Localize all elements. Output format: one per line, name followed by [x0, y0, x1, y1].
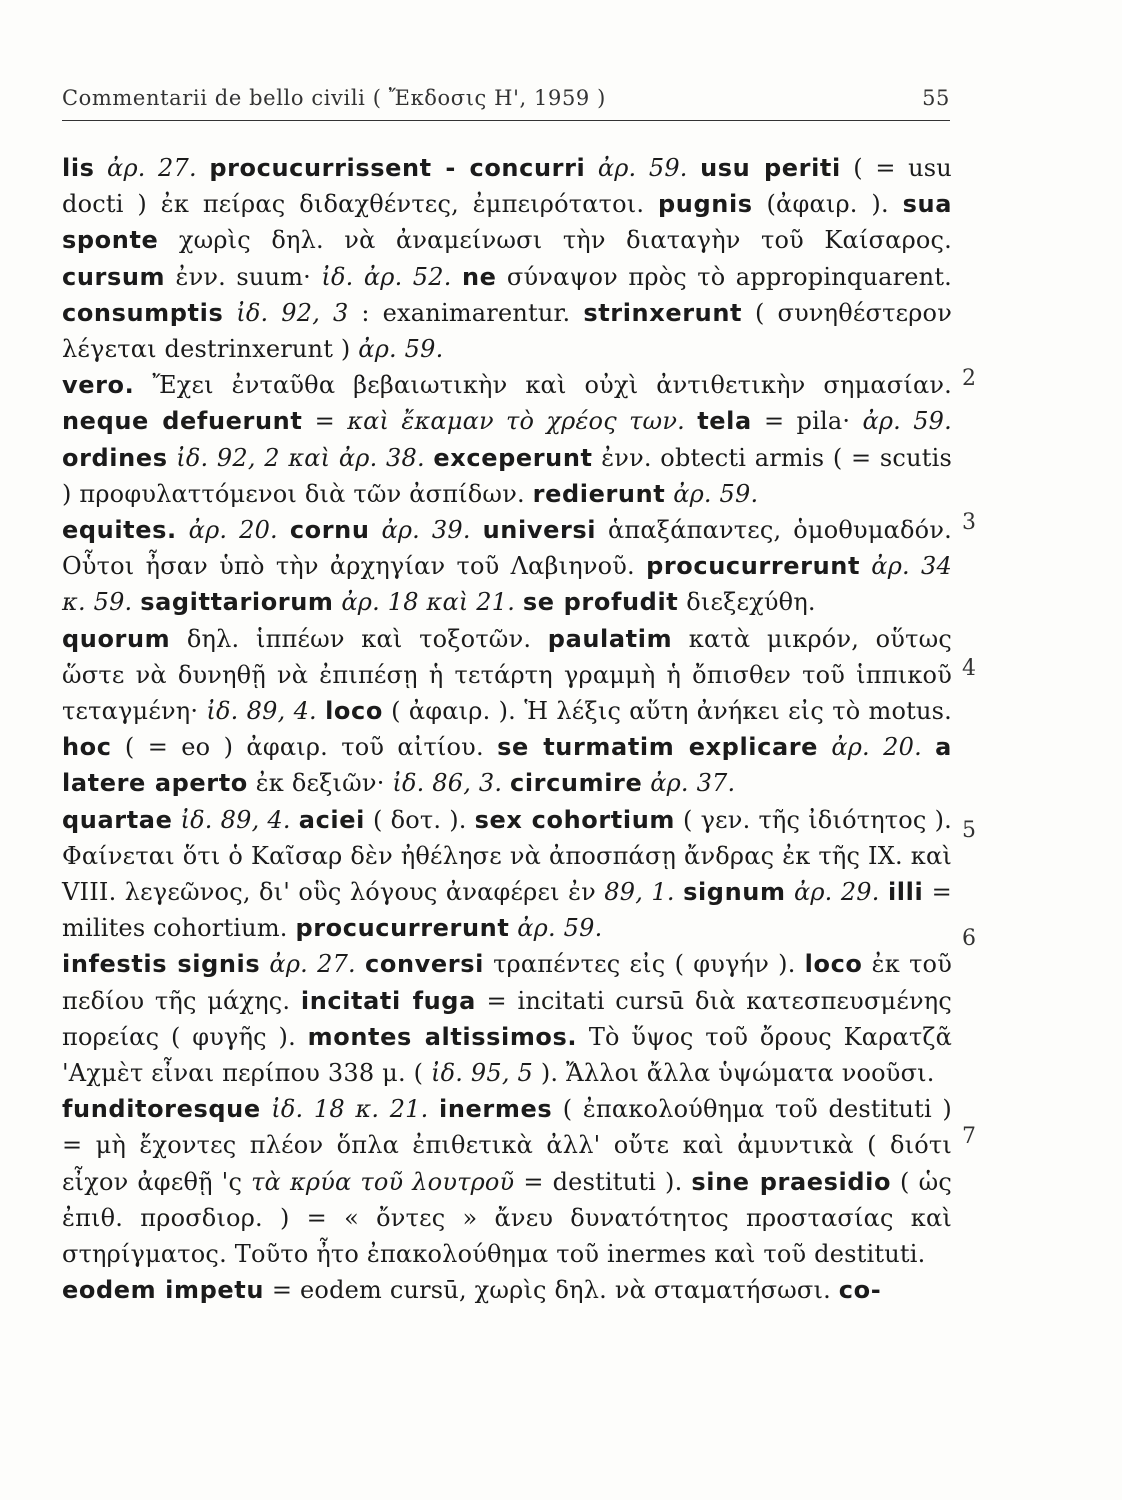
gloss-text [502, 769, 510, 797]
lemma: exceperunt [433, 443, 593, 472]
gloss-text [665, 480, 673, 508]
reference: ἰδ. 92, 2 καὶ ἀρ. 38. [176, 443, 425, 472]
gloss-text: ἐνν. suum· [165, 262, 322, 291]
lemma: vero. [62, 371, 135, 400]
lemma: infestis signis [62, 950, 261, 979]
reference: ἰδ. 18 κ. 21. [271, 1095, 429, 1124]
lemma: sua sponte [62, 190, 952, 255]
gloss-text [685, 407, 697, 435]
lemma: quorum [62, 624, 171, 653]
gloss-text [168, 444, 177, 472]
lemma: sagittariorum [140, 588, 334, 617]
gloss-text [428, 1095, 439, 1123]
lemma: signum [683, 878, 786, 907]
paragraph [62, 946, 952, 1091]
lemma: procucurrerunt [295, 914, 510, 943]
lemma: co- [838, 1276, 882, 1305]
lemma: procucurrerunt [646, 552, 861, 581]
gloss-text: = eodem cursū, χωρὶς δηλ. νὰ σταματήσωσι. [264, 1276, 839, 1305]
lemma: incitati fuga [300, 986, 476, 1015]
gloss-text: δηλ. ἱππέων καὶ τοξοτῶν. [170, 624, 548, 653]
lemma: loco [804, 950, 863, 979]
lemma: strinxerunt [583, 298, 743, 327]
gloss-text: ). Ἄλλοι ἄλλα ὑψώματα νοοῦσι. [532, 1059, 935, 1088]
header-title: Commentarii de bello civili ( Ἔκδοσις Η', 1959 ) [62, 86, 606, 110]
reference: ἀρ. 20. [188, 516, 278, 545]
lemma: sex cohortium [474, 805, 675, 834]
lemma: consumptis [62, 298, 224, 327]
lemma: neque defuerunt [62, 407, 303, 436]
gloss-text: ( ἀφαιρ. ). Ἡ λέξις αὕτη ἀνήκει εἰς τὸ motus. [382, 697, 952, 726]
gloss-text: = incitati cursū διὰ κατεσπευσμένης πορείας ( φυγῆς ). [62, 986, 952, 1051]
gloss-text: ( = usu docti ) ἐκ πείρας διδαχθέντες, ἐμπειρότατοι. [62, 154, 952, 219]
paragraph [62, 802, 952, 947]
gloss-text [172, 806, 180, 834]
margin-number: 6 [962, 926, 976, 951]
gloss-text [688, 154, 700, 182]
lemma: cornu [289, 516, 370, 545]
reference: ἀρ. 59. [597, 154, 688, 182]
gloss-text [278, 516, 290, 544]
lemma: circumire [510, 769, 643, 798]
lemma: eodem impetu [62, 1276, 265, 1305]
gloss-text: ( δοτ. ). [364, 805, 475, 834]
gloss-text [370, 516, 382, 544]
paragraph [62, 621, 952, 802]
gloss-text: = pila· [751, 407, 863, 436]
gloss-text: ἐνν. obtecti armis ( = scutis ) προφυλαττόμενοι διὰ τῶν ἀσπίδων. [62, 443, 952, 508]
paragraph [62, 1272, 952, 1308]
margin-number: 7 [962, 1124, 976, 1149]
margin-number: 5 [962, 818, 976, 843]
reference: ἀρ. 59. [517, 914, 603, 943]
gloss-text [177, 516, 189, 544]
gloss-text: ( συνηθέστερον λέγεται destrinxerunt ) [62, 298, 952, 364]
lemma: lis [62, 154, 95, 182]
reference: καὶ ἔκαμαν τὸ χρέος των. [347, 407, 685, 436]
reference: ἀρ. 20. [831, 733, 922, 762]
gloss-text [860, 552, 871, 580]
reference: ἀρ. 27. [269, 950, 356, 979]
gloss-text: ἐκ τοῦ πεδίου τῆς μάχης. [62, 950, 952, 1015]
gloss-text [317, 697, 325, 725]
reference: ἀρ. 59. [862, 407, 952, 436]
margin-number: 3 [962, 510, 976, 535]
gloss-text: κατὰ μικρόν, οὕτως ὥστε νὰ δυνηθῇ νὰ ἐπιπέσῃ ἡ τετάρτη γραμμὴ ἡ ὄπισθεν τοῦ ἱππικοῦ τεταγμένη· [62, 624, 952, 726]
lemma: paulatim [547, 624, 673, 653]
gloss-text: χωρὶς δηλ. νὰ ἀναμείνωσι τὴν διαταγὴν τοῦ Καίσαρος. [158, 226, 952, 255]
lemma: equites. [62, 516, 177, 545]
lemma: cursum [62, 262, 166, 291]
gloss-text [471, 516, 483, 544]
header-rule [62, 120, 950, 121]
gloss-text [261, 1095, 272, 1123]
gloss-text [880, 878, 888, 906]
lemma: ordines [62, 443, 168, 472]
gloss-text: ἁπαξάπαντες, ὁμοθυμαδόν. Οὗτοι ἦσαν ὑπὸ τὴν ἀρχηγίαν τοῦ Λαβιηνοῦ. [62, 516, 952, 581]
lemma: sine praesidio [691, 1167, 892, 1196]
gloss-text: ( γεν. τῆς ἰδιότητος ). Φαίνεται ὅτι ὁ Καῖσαρ δὲν ἠθέλησε νὰ ἀποσπάσῃ ἄνδρας ἐκ τῆς IX. καὶ VIII. λεγεῶνος, δι' οὓς λόγους ἀναφέρει ἐν [62, 805, 952, 907]
gloss-text [356, 950, 365, 978]
reference: ἀρ. 59. [673, 479, 759, 508]
lemma: se turmatim explicare [497, 733, 819, 762]
running-header [62, 86, 950, 110]
gloss-text: σύναψον πρὸς τὸ appropinquarent. [496, 262, 952, 291]
gloss-text: (ἀφαιρ. ). [752, 190, 903, 219]
gloss-text [291, 806, 299, 834]
gloss-text: διεξεχύθη. [678, 588, 816, 617]
lemma: funditoresque [62, 1095, 261, 1124]
lemma: loco [325, 697, 383, 726]
gloss-text [95, 154, 107, 182]
gloss-text: Τὸ ὕψος τοῦ ὄρους Καρατζᾶ 'Αχμὲτ εἶναι περίπου 338 μ. ( [62, 1022, 952, 1088]
gloss-text [675, 878, 683, 906]
gloss-text: = milites cohortium. [62, 878, 952, 943]
reference: ἰδ. 95, 5 [431, 1059, 533, 1088]
reference: 89, 1. [604, 878, 675, 907]
lemma: montes altissimos. [307, 1022, 578, 1051]
reference: ἀρ. 18 καὶ 21. [341, 588, 516, 617]
gloss-text [452, 263, 462, 291]
gloss-text: = destituti ). [514, 1167, 692, 1196]
gloss-text [585, 154, 597, 182]
gloss-text [786, 878, 794, 906]
paragraph [62, 367, 952, 512]
reference: ἀρ. 27. [107, 154, 197, 182]
paragraph [62, 1091, 952, 1272]
reference: ἰδ. 92, 3 [236, 298, 349, 327]
lemma: quartae [62, 805, 173, 834]
gloss-text: τραπέντες εἰς ( φυγήν ). [483, 950, 805, 979]
reference: ἀρ. 37. [650, 769, 736, 798]
gloss-text: ( = eo ) ἀφαιρ. τοῦ αἰτίου. [111, 733, 498, 762]
lemma: tela [697, 407, 752, 436]
gloss-text [515, 588, 523, 616]
gloss-text [818, 733, 831, 761]
reference: ἰδ. 89, 4. [206, 697, 317, 726]
lemma: usu periti [700, 154, 841, 182]
lemma: inermes [439, 1095, 553, 1124]
reference: ἰδ. ἀρ. 52. [321, 262, 452, 291]
lemma: redierunt [532, 479, 666, 508]
lemma: universi [482, 516, 597, 545]
gloss-text: ( ἐπακολούθημα τοῦ destituti ) = μὴ ἔχοντες πλέον ὅπλα ἐπιθετικὰ ἀλλ' οὔτε καὶ ἀμυντικὰ ( διότι εἶχον ἀφεθῇ 'ς [62, 1095, 952, 1196]
margin-number: 2 [962, 366, 976, 391]
reference: ἀρ. 29. [793, 878, 880, 907]
lemma: hoc [62, 733, 112, 762]
lemma: aciei [298, 805, 365, 834]
page-number: 55 [922, 86, 950, 110]
reference: ἀρ. 34 κ. 59. [62, 552, 952, 617]
commentary-body [62, 150, 952, 1309]
reference: τὰ κρύα τοῦ λουτροῦ [251, 1167, 515, 1196]
lemma: illi [887, 878, 924, 907]
lemma: conversi [365, 950, 484, 979]
paragraph [62, 150, 952, 367]
gloss-text: = [302, 407, 348, 436]
reference: ἀρ. 59. [358, 335, 444, 364]
lemma: procucurrissent - concurri [209, 154, 586, 182]
gloss-text [223, 299, 236, 327]
reference: ἰδ. 89, 4. [180, 805, 291, 834]
gloss-text [922, 733, 935, 761]
gloss-text [197, 154, 209, 182]
margin-number: 4 [962, 656, 976, 681]
lemma: ne [461, 262, 497, 291]
paragraph [62, 512, 952, 621]
lemma: a latere aperto [62, 733, 952, 798]
reference: ἰδ. 86, 3. [392, 769, 503, 798]
gloss-text: ( ὡς ἐπιθ. προσδιορ. ) = « ὄντες » ἄνευ δυνατότητος προστασίας καὶ στηρίγματος. Τοῦτο ἦτο ἐπακολούθημα τοῦ inermes καὶ τοῦ destituti. [62, 1167, 953, 1269]
gloss-text: Ἔχει ἐνταῦθα βεβαιωτικὴν καὶ οὐχὶ ἀντιθετικὴν σημασίαν. [134, 371, 952, 400]
reference: ἀρ. 39. [381, 516, 471, 545]
gloss-text: : exanimarentur. [348, 298, 584, 327]
gloss-text: ἐκ δεξιῶν· [247, 769, 393, 798]
lemma: pugnis [658, 190, 753, 219]
lemma: se profudit [522, 588, 679, 617]
